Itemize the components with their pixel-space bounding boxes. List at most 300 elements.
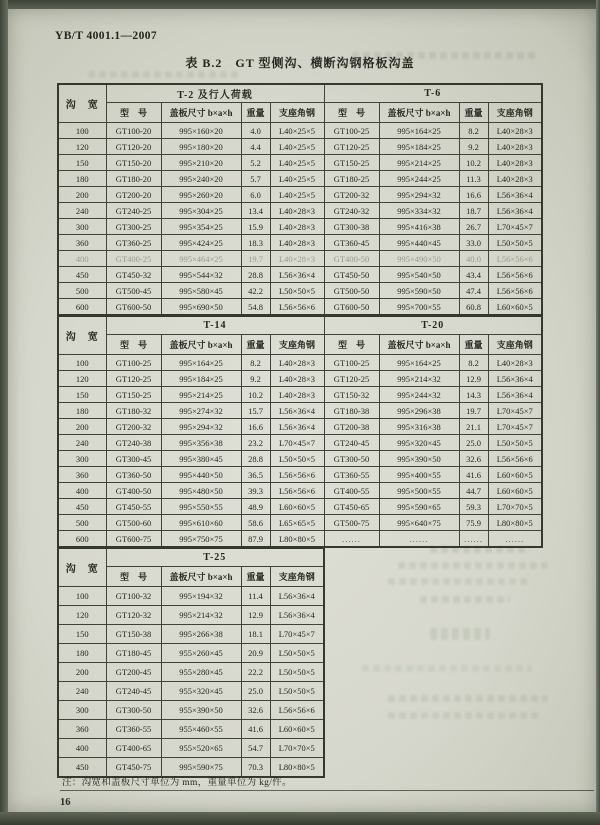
table-section-t25 [57,547,325,778]
table-cell: GT100-32 [106,587,161,606]
table-row [58,219,542,235]
table-cell: L40×25×5 [270,123,324,139]
table-cell: 995×750×75 [161,531,241,548]
table-cell: 995×296×38 [379,403,459,419]
scan-edge-top [0,0,600,9]
table-cell: L70×70×5 [488,499,542,515]
table-row [58,499,542,515]
table-cell: GT450-50 [324,267,379,283]
table-cell: L40×25×5 [270,171,324,187]
table-cell: GT120-25 [106,371,161,387]
table-cell: 995×590×75 [161,758,241,778]
table-cell: L56×36×4 [488,387,542,403]
table-cell: 25.0 [241,682,270,701]
table-cell: 450 [58,758,106,778]
table-cell: L50×50×5 [270,451,324,467]
table-cell: L56×56×6 [270,299,324,316]
table-cell: 360 [58,235,106,251]
table-cell: L80×80×5 [270,758,324,778]
table-cell: 100 [58,587,106,606]
table-cell: 450 [58,267,106,283]
table-cell: GT150-38 [106,625,161,644]
table-cell: 995×424×25 [161,235,241,251]
table-cell: 25.0 [459,435,488,451]
table-cell: 54.7 [241,739,270,758]
table-cell: 4.0 [241,123,270,139]
table-cell: L50×50×5 [270,682,324,701]
scan-edge-right [596,0,600,825]
table-cell: 995×244×25 [379,171,459,187]
table-row [58,123,542,139]
table-cell: 32.6 [241,701,270,720]
table-cell: 15.7 [241,403,270,419]
table-cell: 995×214×32 [379,371,459,387]
table-row [58,171,542,187]
table-cell: 955×260×45 [161,644,241,663]
column-header-size: 盖板尺寸 b×a×h [379,103,459,123]
table-row [58,187,542,203]
table-cell: 10.2 [459,155,488,171]
table-cell: 44.7 [459,483,488,499]
table-cell: 100 [58,123,106,139]
table-cell: 300 [58,451,106,467]
section2-left-load-title: T-14 [106,316,324,335]
scan-edge-bottom [0,812,600,825]
table-row [58,155,542,171]
table-cell: 8.2 [459,355,488,371]
table-cell: 150 [58,625,106,644]
table-cell: 70.3 [241,758,270,778]
table-cell: 400 [58,251,106,267]
column-header-weight: 重量 [241,567,270,587]
table-cell: L56×36×4 [270,606,324,625]
table-cell: 87.9 [241,531,270,548]
table-cell: GT450-32 [106,267,161,283]
table-cell: GT240-25 [106,203,161,219]
table-cell: 995×354×25 [161,219,241,235]
table-cell: L40×28×3 [270,355,324,371]
table-cell: 995×440×50 [161,467,241,483]
table-cell: 150 [58,155,106,171]
table-cell: 995×180×20 [161,139,241,155]
table-cell: 9.2 [241,371,270,387]
table-cell: 5.2 [241,155,270,171]
column-header-model: 型 号 [106,567,161,587]
table-cell: GT600-50 [324,299,379,316]
table-cell: L40×28×3 [270,235,324,251]
table-cell: 60.8 [459,299,488,316]
table-cell: 995×380×45 [161,451,241,467]
table-cell: 300 [58,701,106,720]
table-cell: 18.1 [241,625,270,644]
table-cell: GT100-25 [324,355,379,371]
table-row [58,483,542,499]
table-cell: GT180-32 [106,403,161,419]
section1-body [58,123,542,316]
table-cell: 8.2 [241,355,270,371]
table-cell: 32.6 [459,451,488,467]
table-cell: L40×28×3 [488,139,542,155]
table-row [58,644,324,663]
scan-edge-left [0,0,8,825]
table-cell: 40.0 [459,251,488,267]
table-row [58,625,324,644]
column-header-size: 盖板尺寸 b×a×h [379,335,459,355]
table-cell: L56×36×4 [488,203,542,219]
table-cell: 955×460×55 [161,720,241,739]
page-number: 16 [60,797,71,808]
table-cell: GT500-50 [324,283,379,299]
table-cell: GT500-45 [106,283,161,299]
table-cell: GT360-50 [106,467,161,483]
table-cell: L56×56×6 [270,467,324,483]
table-cell: 59.3 [459,499,488,515]
table-cell: L40×28×3 [488,155,542,171]
table-cell: 995×440×45 [379,235,459,251]
table-cell: 995×540×50 [379,267,459,283]
table-row [58,267,542,283]
table-cell: L56×56×6 [270,701,324,720]
table-cell: 995×356×38 [161,435,241,451]
column-header-weight: 重量 [459,103,488,123]
table-cell: 120 [58,139,106,155]
table-cell: L80×80×5 [270,531,324,548]
table-cell: GT360-55 [324,467,379,483]
table-cell: 8.2 [459,123,488,139]
table-footnote: 注：沟宽和盖板尺寸单位为 mm，重量单位为 kg/件。 [62,778,292,788]
table-cell: 995×544×32 [161,267,241,283]
table-cell: 995×214×25 [161,387,241,403]
table-cell: GT400-65 [106,739,161,758]
table-cell: L40×25×5 [270,139,324,155]
table-cell: 995×214×25 [379,155,459,171]
table-cell: 43.4 [459,267,488,283]
table-cell: 47.4 [459,283,488,299]
table-cell: L50×50×5 [488,235,542,251]
table-cell: GT450-75 [106,758,161,778]
column-header-size: 盖板尺寸 b×a×h [161,567,241,587]
table-cell: GT300-38 [324,219,379,235]
table-cell: 995×244×32 [379,387,459,403]
table-cell: GT200-32 [106,419,161,435]
footnote-rule [60,790,594,791]
table-row [58,701,324,720]
section3-load-title: T-25 [106,548,324,567]
section1-right-load-title: T-6 [324,84,542,103]
table-cell: L60×60×5 [488,483,542,499]
table-cell: 240 [58,682,106,701]
table-cell: 995×184×25 [379,139,459,155]
table-cell: ...... [459,531,488,548]
table-cell: GT200-32 [324,187,379,203]
table-cell: 19.7 [241,251,270,267]
table-cell: L40×28×3 [270,203,324,219]
column-header-trench-width: 沟 宽 [58,84,106,123]
section3-body [58,587,324,778]
table-cell: L60×60×5 [488,467,542,483]
table-row [58,720,324,739]
table-cell: GT120-25 [324,139,379,155]
table-cell: 33.0 [459,235,488,251]
table-cell: L56×36×4 [270,403,324,419]
column-header-angle: 支座角钢 [488,335,542,355]
table-cell: 600 [58,531,106,548]
table-row [58,435,542,451]
table-cell: 995×294×32 [379,187,459,203]
table-cell: 240 [58,203,106,219]
table-cell: L40×28×3 [488,355,542,371]
table-cell: 19.7 [459,403,488,419]
table-cell: 955×390×50 [161,701,241,720]
table-row [58,203,542,219]
table-cell: 41.6 [459,467,488,483]
document-standard-number: YB/T 4001.1—2007 [55,30,158,42]
table-cell: 39.3 [241,483,270,499]
table-cell: 26.7 [459,219,488,235]
table-cell: GT240-32 [324,203,379,219]
table-cell: GT120-20 [106,139,161,155]
table-cell: L70×45×7 [488,219,542,235]
table-cell: L50×50×5 [270,663,324,682]
table-cell: 36.5 [241,467,270,483]
column-header-trench-width: 沟 宽 [58,548,106,587]
table-row [58,451,542,467]
table-cell: 42.2 [241,283,270,299]
column-header-angle: 支座角钢 [270,567,324,587]
table-cell: GT360-25 [106,235,161,251]
table-cell: 995×640×75 [379,515,459,531]
table-cell: 20.9 [241,644,270,663]
table-cell: 500 [58,515,106,531]
table-row [58,606,324,625]
table-cell: 995×160×20 [161,123,241,139]
table-row [58,663,324,682]
table-cell: GT400-50 [324,251,379,267]
table-cell: 600 [58,299,106,316]
table-cell: GT120-25 [324,371,379,387]
table-cell: ...... [488,531,542,548]
section2-right-load-title: T-20 [324,316,542,335]
table-cell: 995×480×50 [161,483,241,499]
table-cell: GT150-32 [324,387,379,403]
table-section-t2-t6 [57,83,543,316]
table-cell: 6.0 [241,187,270,203]
table-cell: 955×520×65 [161,739,241,758]
table-cell: 28.8 [241,267,270,283]
table-cell: 5.7 [241,171,270,187]
table-row [58,251,542,267]
table-cell: 360 [58,720,106,739]
column-header-weight: 重量 [459,335,488,355]
table-cell: L50×50×5 [270,283,324,299]
table-cell: 995×610×60 [161,515,241,531]
table-cell: L56×56×6 [270,483,324,499]
table-row [58,139,542,155]
table-cell: 995×464×25 [161,251,241,267]
table-cell: 995×164×25 [379,355,459,371]
table-cell: L70×70×5 [270,739,324,758]
column-header-model: 型 号 [324,335,379,355]
section1-left-load-title: T-2 及行人荷载 [106,84,324,103]
table-cell: 200 [58,187,106,203]
table-cell: GT500-60 [106,515,161,531]
table-cell: 360 [58,467,106,483]
table-cell: L70×45×7 [488,403,542,419]
table-cell: GT360-45 [324,235,379,251]
table-cell: 15.9 [241,219,270,235]
table-cell: GT300-25 [106,219,161,235]
table-cell: 450 [58,499,106,515]
table-cell: L60×60×5 [488,299,542,316]
table-section-t14-t20 [57,315,543,548]
table-cell: L70×45×7 [270,435,324,451]
table-cell: GT150-25 [324,155,379,171]
table-cell: L40×28×3 [270,371,324,387]
table-cell: 995×164×25 [379,123,459,139]
table-cell: GT240-45 [106,682,161,701]
table-cell: 995×500×55 [379,483,459,499]
table-cell: 995×400×55 [379,467,459,483]
table-cell: 995×240×20 [161,171,241,187]
table-row [58,531,542,548]
table-cell: 995×590×50 [379,283,459,299]
table-cell: L60×60×5 [270,720,324,739]
table-row [58,403,542,419]
table-cell: 41.6 [241,720,270,739]
table-cell: 500 [58,283,106,299]
table-cell: 995×214×32 [161,606,241,625]
table-cell: 14.3 [459,387,488,403]
table-cell: L50×50×5 [270,644,324,663]
table-cell: L56×36×4 [270,587,324,606]
table-cell: 995×260×20 [161,187,241,203]
column-header-angle: 支座角钢 [270,103,324,123]
table-cell: 400 [58,483,106,499]
table-cell: 995×274×32 [161,403,241,419]
column-header-size: 盖板尺寸 b×a×h [161,103,241,123]
table-cell: GT180-45 [106,644,161,663]
table-cell: 995×304×25 [161,203,241,219]
table-cell: GT400-50 [106,483,161,499]
table-cell: 18.3 [241,235,270,251]
table-cell: GT400-55 [324,483,379,499]
table-cell: L40×28×3 [488,171,542,187]
table-cell: 995×690×50 [161,299,241,316]
table-cell: L56×56×6 [488,267,542,283]
column-header-angle: 支座角钢 [270,335,324,355]
table-cell: 4.4 [241,139,270,155]
table-cell: 11.4 [241,587,270,606]
column-header-size: 盖板尺寸 b×a×h [161,335,241,355]
table-cell: 22.2 [241,663,270,682]
table-cell: GT120-32 [106,606,161,625]
table-row [58,235,542,251]
table-cell: GT100-25 [324,123,379,139]
table-cell: 995×266×38 [161,625,241,644]
section2-body [58,355,542,548]
table-cell: GT150-25 [106,387,161,403]
table-cell: ...... [379,531,459,548]
table-cell: 995×210×20 [161,155,241,171]
table-row [58,371,542,387]
table-cell: 10.2 [241,387,270,403]
table-cell: L40×25×5 [270,155,324,171]
table-cell: 48.9 [241,499,270,515]
table-cell: GT360-55 [106,720,161,739]
table-b2-container [57,84,543,778]
table-cell: GT300-50 [324,451,379,467]
table-cell: 120 [58,606,106,625]
table-cell: 75.9 [459,515,488,531]
column-header-model: 型 号 [106,335,161,355]
table-cell: 28.8 [241,451,270,467]
table-cell: 16.6 [241,419,270,435]
table-cell: GT600-50 [106,299,161,316]
table-cell: 995×490×50 [379,251,459,267]
table-cell: 58.6 [241,515,270,531]
table-cell: L50×50×5 [488,435,542,451]
table-cell: L56×56×6 [488,283,542,299]
table-row [58,387,542,403]
table-cell: 180 [58,171,106,187]
table-cell: 120 [58,371,106,387]
table-cell: GT500-75 [324,515,379,531]
table-cell: GT400-25 [106,251,161,267]
table-cell: L80×80×5 [488,515,542,531]
table-cell: L56×36×4 [270,419,324,435]
table-cell: 995×416×38 [379,219,459,235]
table-row [58,283,542,299]
table-row [58,299,542,316]
table-cell: 995×320×45 [379,435,459,451]
table-cell: 995×164×25 [161,355,241,371]
table-row [58,355,542,371]
table-row [58,587,324,606]
table-cell: GT180-20 [106,171,161,187]
column-header-weight: 重量 [241,103,270,123]
table-cell: GT150-20 [106,155,161,171]
column-header-trench-width: 沟 宽 [58,316,106,355]
table-cell: 13.4 [241,203,270,219]
table-cell: 54.8 [241,299,270,316]
table-cell: L70×45×7 [488,419,542,435]
table-cell: GT600-75 [106,531,161,548]
table-cell: GT200-38 [324,419,379,435]
column-header-model: 型 号 [106,103,161,123]
table-cell: GT100-20 [106,123,161,139]
table-cell: L70×45×7 [270,625,324,644]
table-cell: GT450-65 [324,499,379,515]
table-cell: GT300-45 [106,451,161,467]
table-cell: 240 [58,435,106,451]
table-cell: 995×294×32 [161,419,241,435]
table-row [58,739,324,758]
table-cell: 955×320×45 [161,682,241,701]
table-cell: 12.9 [241,606,270,625]
table-cell: 995×550×55 [161,499,241,515]
table-cell: 995×194×32 [161,587,241,606]
table-cell: 180 [58,644,106,663]
table-cell: GT240-38 [106,435,161,451]
table-cell: L56×36×4 [488,371,542,387]
table-cell: 995×334×32 [379,203,459,219]
table-cell: L40×28×3 [270,219,324,235]
table-cell: 300 [58,219,106,235]
table-cell: 995×590×65 [379,499,459,515]
table-cell: L65×65×5 [270,515,324,531]
table-cell: L40×25×5 [270,187,324,203]
table-cell: 995×580×45 [161,283,241,299]
